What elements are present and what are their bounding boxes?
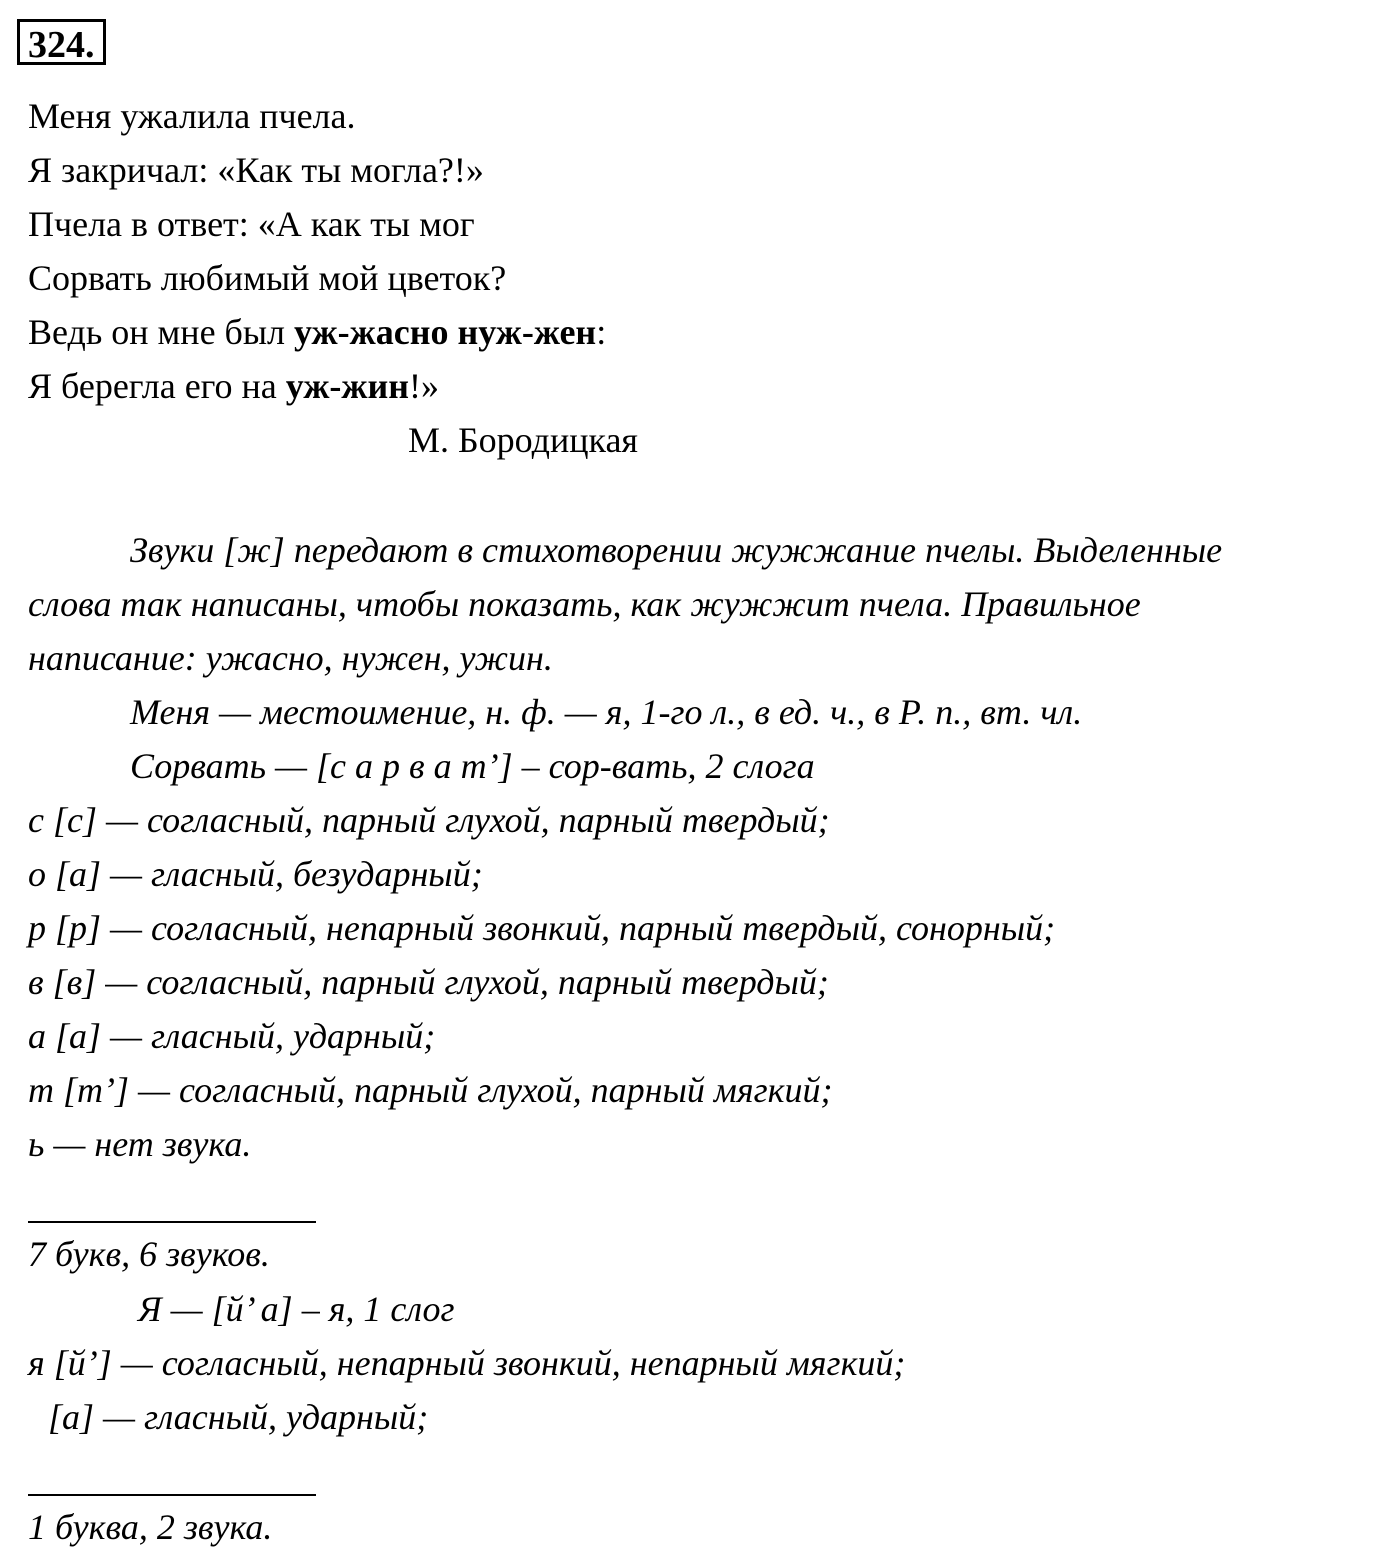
poem-author: М. Бородицкая (408, 420, 638, 460)
poem-line-3: Пчела в ответ: «А как ты мог (28, 204, 475, 244)
analysis-paragraph-line-2: слова так написаны, чтобы показать, как жужжит пчела. Правильное (28, 584, 1141, 624)
poem-line-1: Меня ужалила пчела. (28, 96, 356, 136)
menya-analysis: Меня — местоимение, н. ф. — я, 1-го л., в ед. ч., в Р. п., вт. чл. (130, 692, 1083, 732)
sorvat-sound-5: а [а] — гласный, ударный; (28, 1016, 436, 1056)
sorvat-sound-7: ь — нет звука. (28, 1124, 252, 1164)
poem-line-4: Сорвать любимый мой цветок? (28, 258, 507, 298)
exercise-number: 324. (17, 19, 106, 65)
poem-bold-word-3: уж-жин (285, 366, 410, 406)
ya-sound-2: [а] — гласный, ударный; (48, 1397, 429, 1437)
sorvat-sound-2: о [а] — гласный, безударный; (28, 854, 483, 894)
poem-line-5-prefix: Ведь он мне был (28, 312, 295, 352)
sorvat-total: 7 букв, 6 звуков. (28, 1234, 270, 1274)
poem-bold-word-1: уж-жасно (294, 312, 449, 352)
ya-total: 1 буква, 2 звука. (28, 1507, 273, 1547)
poem-line-5 (28, 305, 606, 359)
poem-bold-word-2: нуж-жен (457, 312, 597, 352)
divider (28, 1221, 316, 1223)
ya-sound-1: я [й’] — согласный, непарный звонкий, непарный мягкий; (28, 1343, 906, 1383)
poem-line-2: Я закричал: «Как ты могла?!» (28, 150, 484, 190)
sorvat-sound-3: р [р] — согласный, непарный звонкий, парный твердый, сонорный; (28, 908, 1056, 948)
poem-line-5-suffix: : (596, 312, 607, 352)
ya-header: Я — [й’ а] – я, 1 слог (138, 1289, 455, 1329)
sorvat-header: Сорвать — [с а р в а т’] – сор-вать, 2 слога (130, 746, 815, 786)
poem-line-6-suffix: !» (409, 366, 440, 406)
analysis-paragraph-line-3: написание: ужасно, нужен, ужин. (28, 638, 553, 678)
sorvat-sound-4: в [в] — согласный, парный глухой, парный твердый; (28, 962, 829, 1002)
sorvat-sound-6: т [т’] — согласный, парный глухой, парный мягкий; (28, 1070, 833, 1110)
poem-line-6-prefix: Я берегла его на (28, 366, 286, 406)
divider (28, 1494, 316, 1496)
sorvat-sound-1: с [с] — согласный, парный глухой, парный твердый; (28, 800, 830, 840)
analysis-paragraph-line-1: Звуки [ж] передают в стихотворении жужжание пчелы. Выделенные (130, 530, 1223, 570)
poem-line-6 (28, 359, 439, 413)
